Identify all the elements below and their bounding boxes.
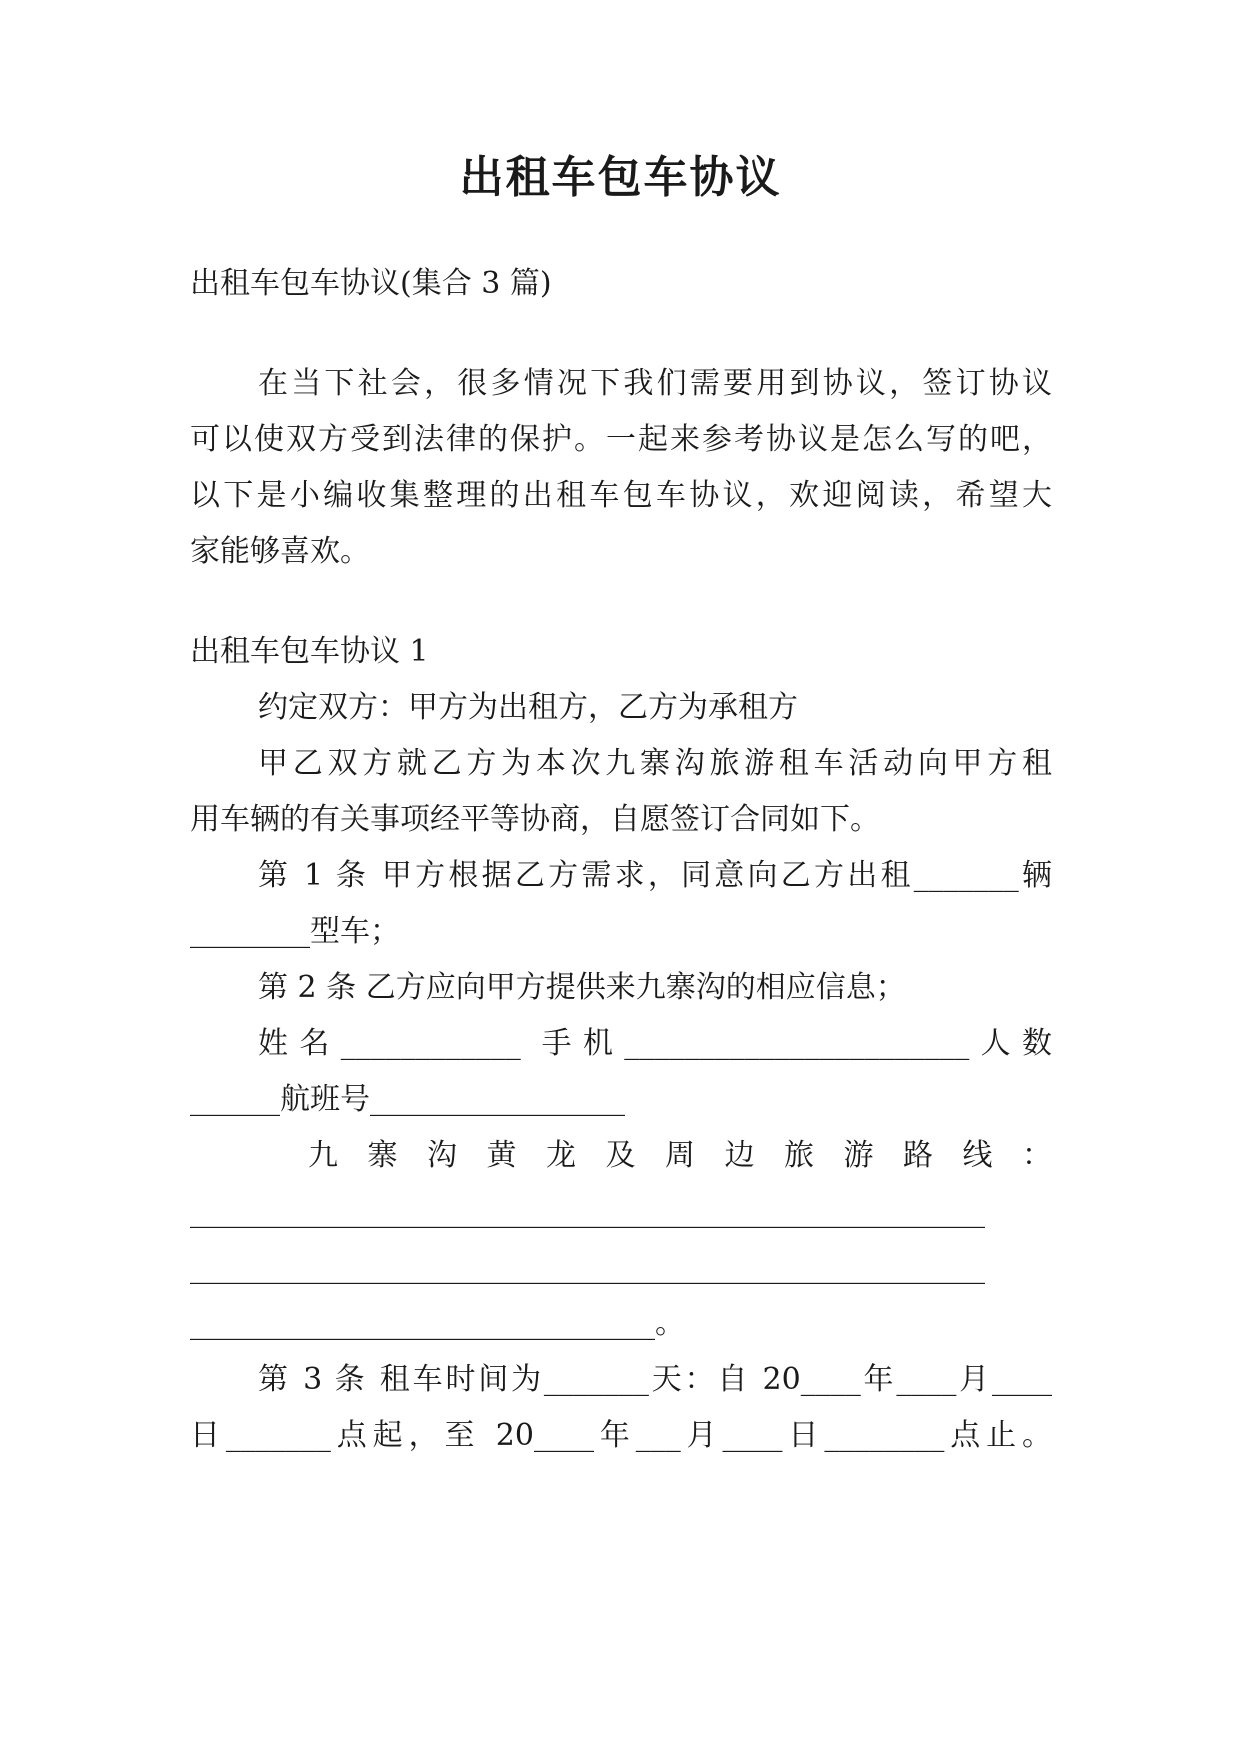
route-blank-line: _____________________________________________________ [190, 1250, 985, 1285]
route-blank-line: _______________________________。 [190, 1306, 685, 1341]
intro-line: 在当下社会，很多情况下我们需要用到协议，签订协议 [258, 366, 1052, 401]
parties-line: 约定双方：甲方为出租方，乙方为承租方 [258, 690, 798, 725]
preamble-line: 甲乙双方就乙方为本次九寨沟旅游租车活动向甲方租 [258, 746, 1052, 781]
route-label: 九 寨 沟 黄 龙 及 周 边 旅 游 路 线 ： [308, 1138, 1052, 1173]
intro-line: 家能够喜欢。 [190, 534, 370, 569]
intro-line: 以下是小编收集整理的出租车包车协议，欢迎阅读，希望大 [190, 478, 1052, 513]
preamble-line: 用车辆的有关事项经平等协商，自愿签订合同如下。 [190, 802, 880, 837]
clause-3-line: 日_______点起，至 20____年___月____日________点止。 [190, 1418, 1052, 1453]
intro-line: 可以使双方受到法律的保护。一起来参考协议是怎么写的吧， [190, 422, 1052, 457]
document-title: 出租车包车协议 [459, 152, 782, 203]
section-title: 出租车包车协议 1 [190, 634, 429, 669]
document-subtitle: 出租车包车协议(集合 3 篇) [190, 266, 552, 301]
clause-1-line: 第 1 条 甲方根据乙方需求，同意向乙方出租_______辆 [258, 858, 1052, 893]
info-fields-line: 姓名____________ 手机_______________________人数 [258, 1026, 1052, 1061]
route-blank-line: _____________________________________________________ [190, 1194, 985, 1229]
clause-2-line: 第 2 条 乙方应向甲方提供来九寨沟的相应信息； [258, 970, 906, 1005]
clause-3-line: 第 3 条 租车时间为_______天：自 20____年____月____ [258, 1362, 1052, 1397]
clause-1-line: ________型车； [190, 914, 400, 949]
info-fields-line: ______航班号_________________ [190, 1082, 625, 1117]
